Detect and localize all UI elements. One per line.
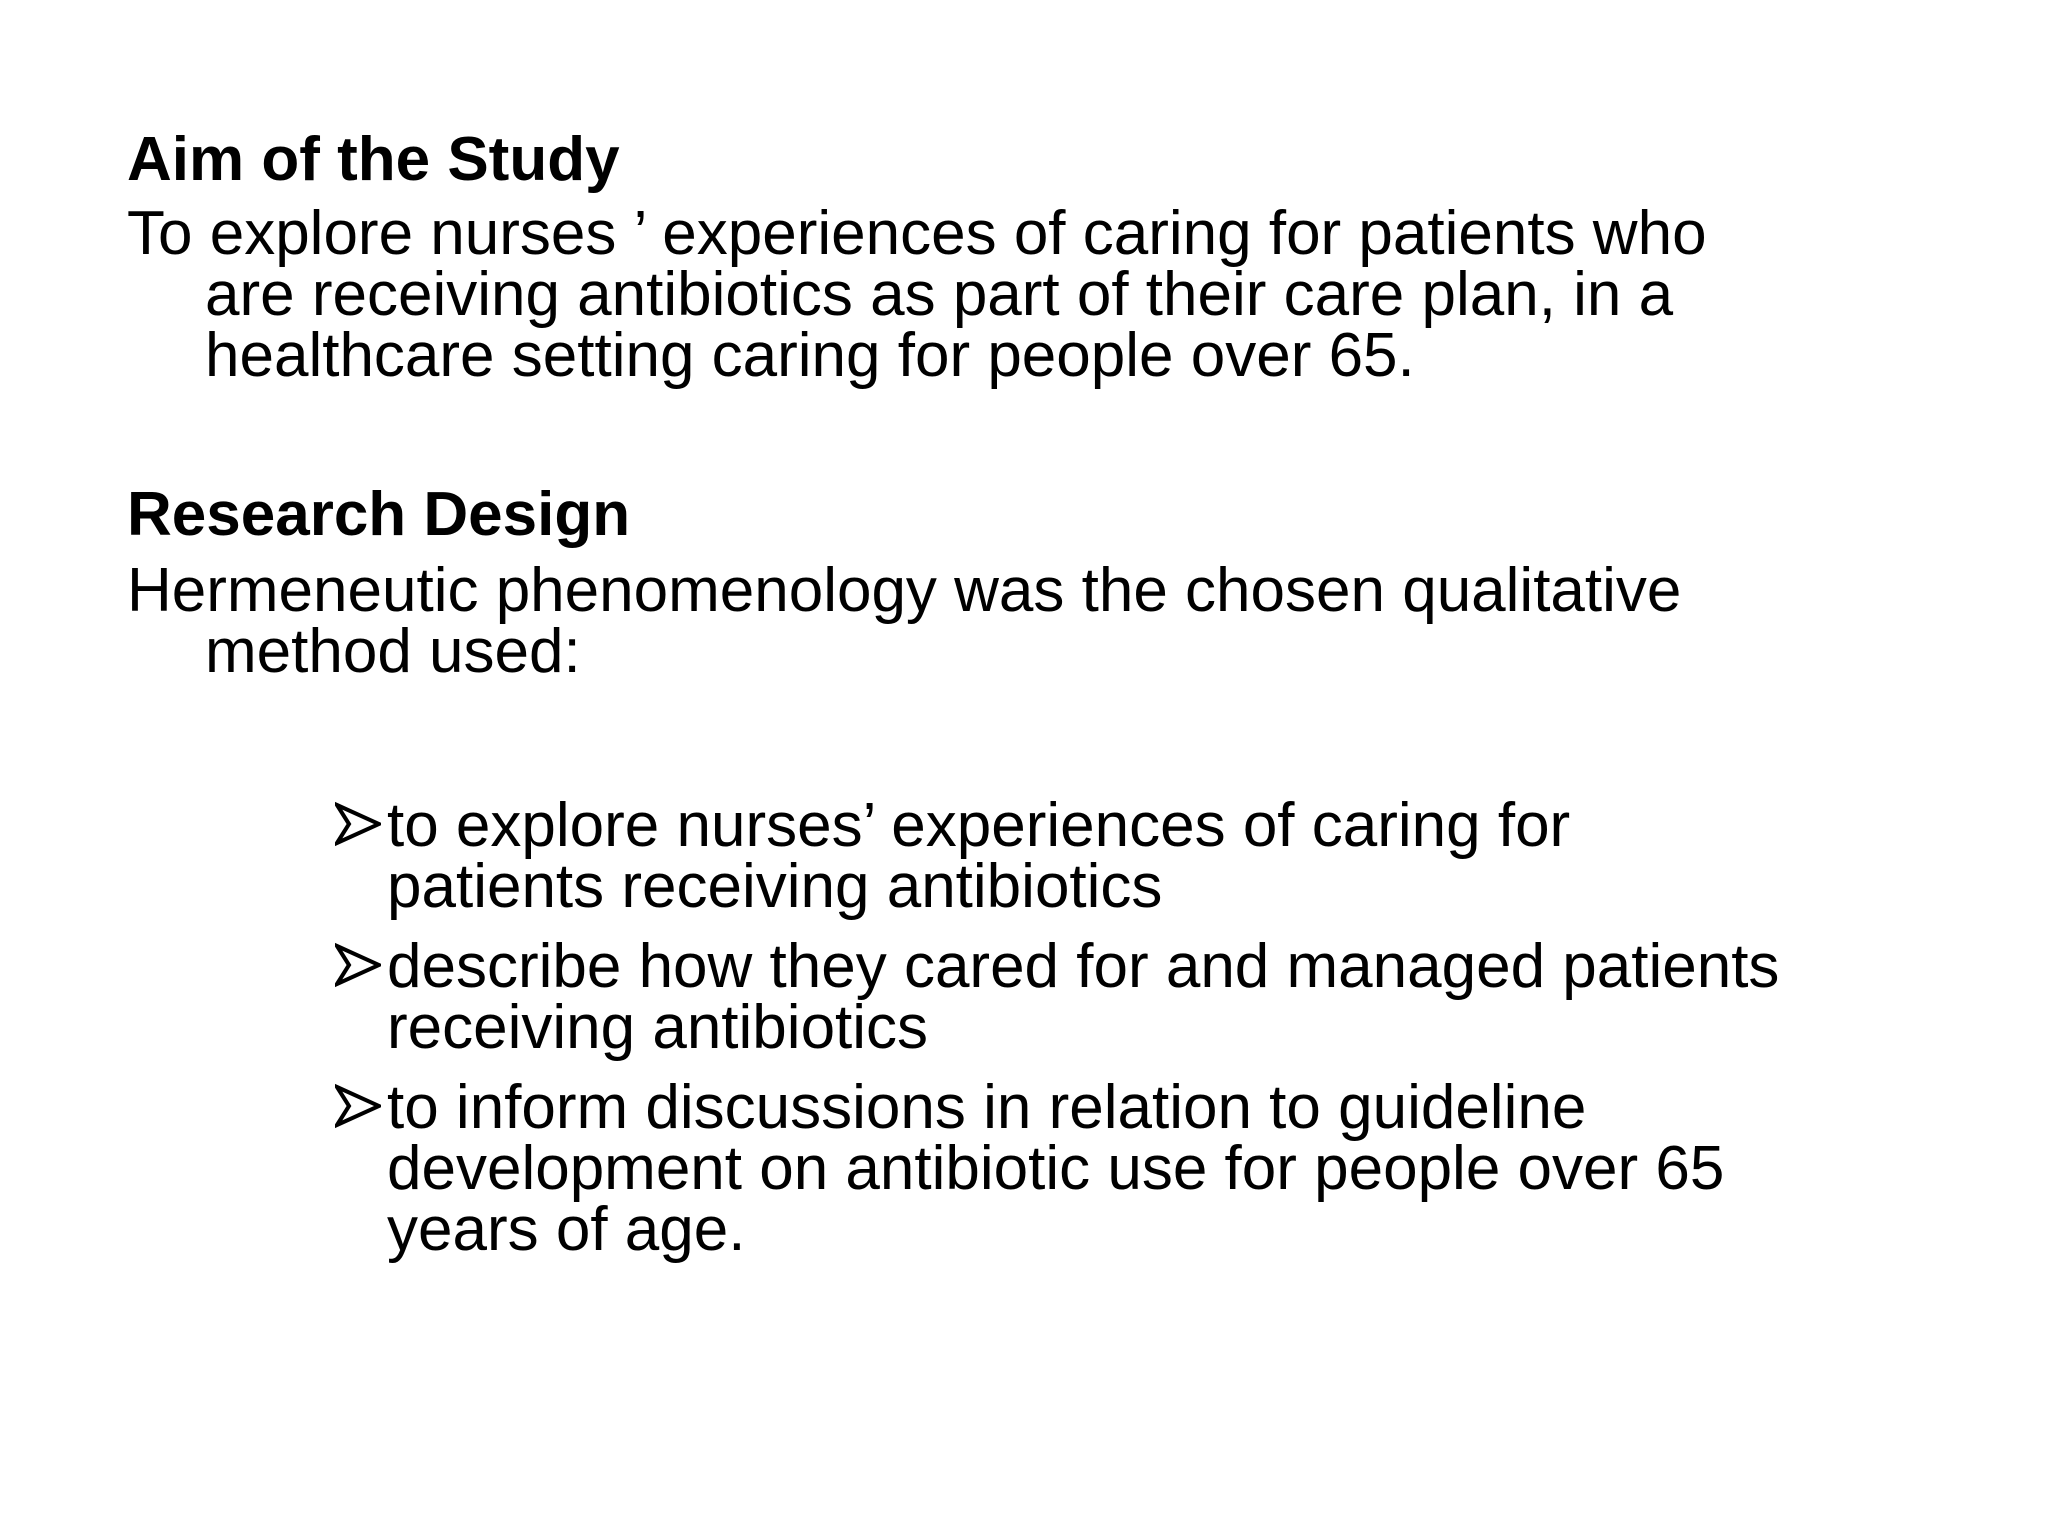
bullet-line: describe how they cared for and managed patients [387,932,1780,1001]
design-heading: Research Design [127,480,631,549]
bullet-item [335,932,1780,1062]
arrow-bullet-icon [335,942,381,988]
bullet-line: patients receiving antibiotics [387,852,1163,921]
aim-heading: Aim of the Study [127,125,620,194]
bullet-line: receiving antibiotics [387,993,929,1062]
aim-line: are receiving antibiotics as part of their care plan, in a [205,260,1674,329]
aim-line: To explore nurses ’ experiences of caring for patients who [127,199,1707,268]
bullet-line: development on antibiotic use for people over 65 [387,1134,1725,1203]
bullet-line: to explore nurses’ experiences of caring for [387,791,1571,860]
design-line: Hermeneutic phenomenology was the chosen qualitative [127,556,1682,625]
arrow-bullet-icon [335,1083,381,1129]
bullet-line: years of age. [387,1195,746,1264]
method-bullet-list [335,791,1780,1279]
bullet-item [335,1073,1779,1264]
aim-line: healthcare setting caring for people over 65. [205,321,1415,390]
bullet-item [335,791,1779,921]
arrow-bullet-icon [335,801,381,847]
design-paragraph [127,556,1682,686]
bullet-line: to inform discussions in relation to guideline [387,1073,1587,1142]
aim-paragraph [127,199,1707,390]
design-line: method used: [205,617,581,686]
